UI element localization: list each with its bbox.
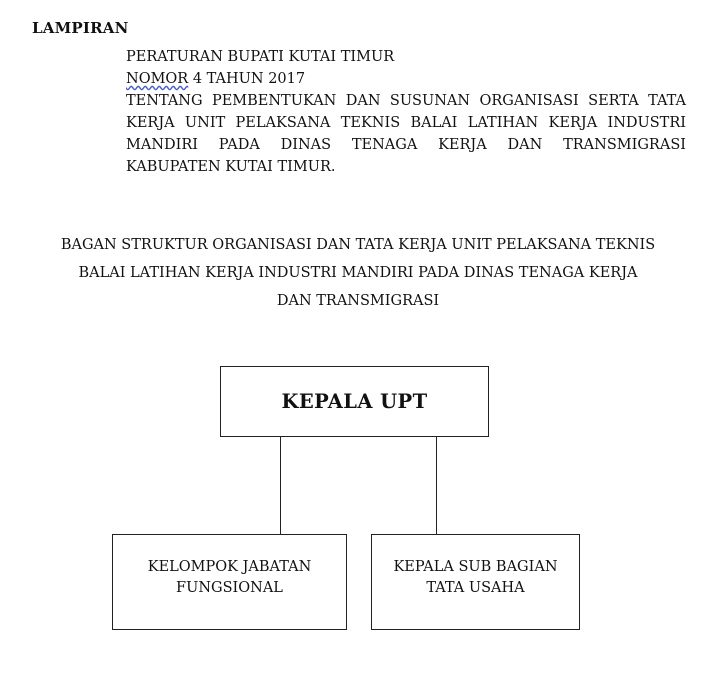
connector-head-to-tata-usaha: [436, 437, 437, 534]
chart-title: [0, 231, 716, 315]
nomor-value: 4 TAHUN 2017: [188, 71, 306, 87]
org-box-kepala-upt: [220, 366, 489, 437]
jabatan-fungsional-line-1: KELOMPOK JABATAN: [147, 559, 312, 575]
tata-usaha-line-1: KEPALA SUB BAGIAN: [393, 559, 558, 575]
regulation-number: [126, 68, 686, 90]
org-box-kepala-upt-label: KEPALA UPT: [281, 390, 428, 413]
org-box-jabatan-fungsional-label: [148, 557, 312, 599]
org-box-jabatan-fungsional: [112, 534, 347, 630]
regulation-title: PERATURAN BUPATI KUTAI TIMUR: [126, 49, 395, 65]
chart-title-line-1: BAGAN STRUKTUR ORGANISASI DAN TATA KERJA UNIT PELAKSANA TEKNIS: [60, 237, 656, 253]
regulation-subject: TENTANG PEMBENTUKAN DAN SUSUNAN ORGANISASI SERTA TATA KERJA UNIT PELAKSANA TEKNIS BALAI LATIHAN KERJA INDUSTRI MANDIRI PADA DINAS TENAGA KERJA DAN TRANSMIGRASI KABUPATEN KUTAI TIMUR.: [126, 93, 686, 175]
connector-head-to-jabatan-fungsional: [280, 437, 281, 534]
regulation-block: [126, 46, 686, 178]
lampiran-label: LAMPIRAN: [32, 19, 129, 37]
org-box-tata-usaha: [371, 534, 580, 630]
nomor-word: NOMOR: [126, 71, 189, 87]
chart-title-line-3: DAN TRANSMIGRASI: [276, 293, 440, 309]
chart-title-line-2: BALAI LATIHAN KERJA INDUSTRI MANDIRI PADA DINAS TENAGA KERJA: [78, 265, 638, 281]
jabatan-fungsional-line-2: FUNGSIONAL: [176, 580, 283, 596]
tata-usaha-line-2: TATA USAHA: [426, 580, 525, 596]
org-box-tata-usaha-label: [393, 557, 557, 599]
